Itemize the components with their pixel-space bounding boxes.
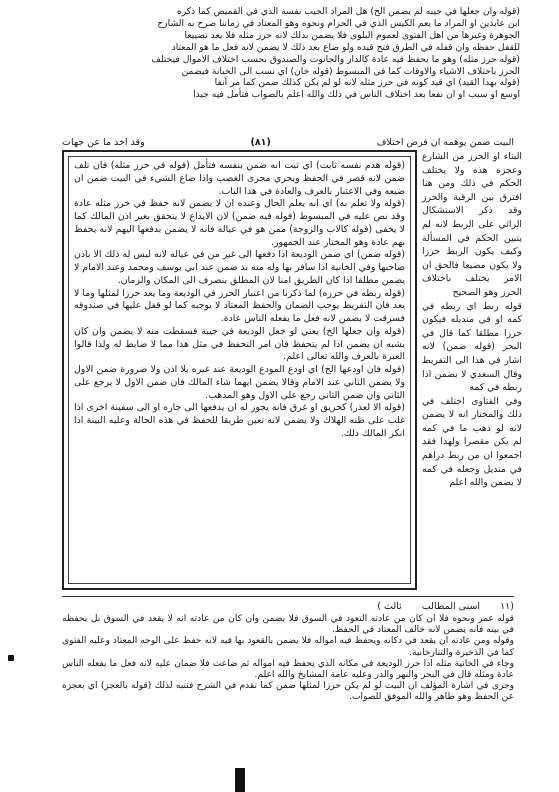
main-text-box [62,150,417,590]
text-line: (قوله بهذا القيد) اي قيد كونه في حرز مثله لانه لو لم يكن كذلك ضمن كما مر آنفا [214,77,520,89]
side-paragraph: قوله ربط اي ربطه في كمه او في منديله فيكون حرزا مطلقا كما قال في البحر (قوله ضمن) لانه اشار في هذا الى التفريط وقال السغدي لا يضمن اذا ربطه في كمه [422,300,522,394]
text-line: ابن عابدين او المراد ما يعم الكيس الذي في الحزام ونحوه وهو المعتاد في زماننا صرح به الشارح [157,17,520,29]
footnote-paragraph: قوله عمر ونحوه فلا ان كان من عادته التعود في السوق فلا يضمن وان كان من عادته انه لا يقعد في السوق بل يحفظه في بيته فانه يضمن لانه خالف المعتاد في الحفظ. [62,614,514,636]
side-paragraph: البناء او الحرز من الشارع وعجزه هذه ولا يختلف الحكم في ذلك ومن هنا افترق بين الرقبة والحرز وقد ذكر الاستشكال الرائي على الربط لانه لم يتبين الحكم في المسألة وكيف يكون الربط حرزا ولا يكون مضيعا فالحق ان الامر يختلف باختلاف الحرز وهو الصحيح [422,151,522,298]
footnote-paragraph: وقوله ومن عادته ان يقعد في دكانه ويحفظ فيه امواله فلا يضمن بالقعود بها فيه لانه حفظ على الوجه المعتاد وعليه الفتوى كما في الذخيرة والتتارخانية. [62,636,514,658]
footnote-part: ثالث ) [377,601,402,612]
text-line: الجوهرة وغيرها من اهل الفتوى لعموم البلوى فلا يضمن بذلك لانه حرز مثله فلا يعد تضييعا [184,29,520,41]
main-paragraph: (قوله الا لعذر) كحريق او غرق فانه يجوز له ان يدفعها الى جاره او الى سفينة اخرى اذا غلب على ظنه الهلاك ولا يضمن لانه تعين طريقا للحفظ في هذه الحالة وعليه البينة اذا انكر المالك ذلك. [74,402,405,439]
main-paragraph: (قوله ضمن) اي ضمن الوديعة اذا دفعها الى غير من في عياله لانه ليس له ذلك الا باذن صاحبها وفي الخانية اذا سافر بها وله منه بد ضمن عند ابي يوسف ومحمد وعند الامام لا يضمن مطلقا اذا كان الطريق امنا لان المطلق ينصرف الى المكان والزمان. [73,249,405,286]
text-line: اوسع او سبب او ان نفعا بعد اختلاف الناس في ذلك والله اعلم بالصواب فتأمل فيه جيدا [193,89,520,101]
footnote-ref: (١١ [500,601,514,612]
main-paragraph: (قوله وان جعلها الخ) يعني لو جعل الوديعة في جيبه فسقطت منه لا يضمن وان كان يشبه ان يضمن اذا لم يتحفظ فان امر التحفظ في مثل هذا مما لا ضابط له ولذا قالوا العبرة بالعرف والله تعالى اعلم. [74,325,405,363]
side-commentary-column [422,150,522,580]
side-paragraph: وفي الفتاوى اختلف في ذلك والمختار انه لا يضمن لانه لو ذهب ما في كمه لم يكن مقصرا ولهذا فقد اجمعوا ان من ربط دراهم في منديل وجعله في كمه لا يضمن والله اعلم [422,395,522,489]
main-paragraph: (قوله فان اودعها الخ) اي اودع المودع الوديعة عند غيره بلا اذن ولا ضرورة ضمن الاول ولا يضمن الثاني عند الامام وقالا يضمن ايهما شاء المالك فان ضمن الاول لا يرجع على الثاني وان ضمن الثاني رجع على الاول وهو المذهب. [74,364,405,401]
main-paragraph: (قوله ربطه في حرزه) لما ذكرنا من اعتبار الحرز في الوديعة وما يعد حرزا لمثلها وما لا يعد فان التفريط يوجب الضمان والحفظ المعتاد لا يوجبه كما لو قفل عليها في صندوقه فسرقت لا يضمن لانه فعل ما يفعله الناس عادة. [74,287,405,324]
footnote-paragraph: وجرى في اشارة المؤلف ان البيت لو لم يكن حرزا لمثلها ضمن كما تقدم في الشرح فتنبه لذلك (قوله بالعجز) اي بعجزه عن الحفظ وهو ظاهر والله الموفق للصواب. [62,681,514,703]
text-line: للقفل حفظه وان قفله في الطرق فتح قيده ولو ضاع بعد ذلك لا يضمن لانه فعل ما هو المعتاد [171,41,520,53]
margin-mark [8,655,14,661]
binding-mark [235,768,245,792]
main-paragraph: (قوله ولا تعلم به) اي انه يعلم الحال وعنده ان لا يضمن لانه حفظ في حرز مثله عادة وقد نص عليه في المبسوط (قوله فيه ضمن) لان الايداع لا يتحقق بغير اذن المالك كما لا يخفى (قوله كالاب والزوجة) ممن هو في عياله فانه لا يضمن بدفعها اليهم لانه يحفظ بهم عادة وهو المختار عند الجمهور. [74,198,405,248]
text-line: (قوله وان جعلها في جيبه لم يضمن الخ) هل المراد الجيب نفسه الذي في القميص كما ذكره [176,6,520,17]
text-line: (قوله حرز مثله) وهو ما يحفظ فيه عادة كالدار والحانوت والصندوق بحسب اختلاف الاموال فيختلف [151,53,520,65]
main-text-inner [68,156,411,584]
header-right-text: البيت ضمن يوهمه ان فرض اختلاف [376,136,514,148]
header-left-text: وقد اخذ ما عن جهات [62,136,145,148]
footnotes-block [62,614,514,714]
footnote-header [62,600,514,613]
footnote-title: اسنى المطالب [421,601,481,612]
top-commentary [60,6,520,134]
main-paragraph: (قوله هدم نفسه ثابت) اي ثبت انه ضمن بنفسه فتأمل (قوله في حرز مثله) فان تلف ضمن لانه قصر في الحفظ ويجري مجرى الغصب واذا ضاع الشيء في البيت ضمن ان ضيعه وفي الاعتبار بالعرف والعادة في هذا الباب. [74,160,405,197]
text-line: الحرز باختلاف الاشياء والاوقات كما في المبسوط (قوله خان) اي نسب الى الخيانة فيضمن [181,65,520,77]
page-number: (٨١) [250,136,271,148]
footnote-paragraph: وجاء في الخانية مثله اذا حرز الوديعة في مكانه الذي يحفظ فيه امواله ثم ضاعت فلا ضمان عليه لانه فعل ما يفعله الناس عادة ومثله قال في البحر والنهر والدر وعليه عامة المشايخ والله اعلم. [62,658,514,681]
page-header [62,135,514,149]
footnote-divider [62,596,514,597]
